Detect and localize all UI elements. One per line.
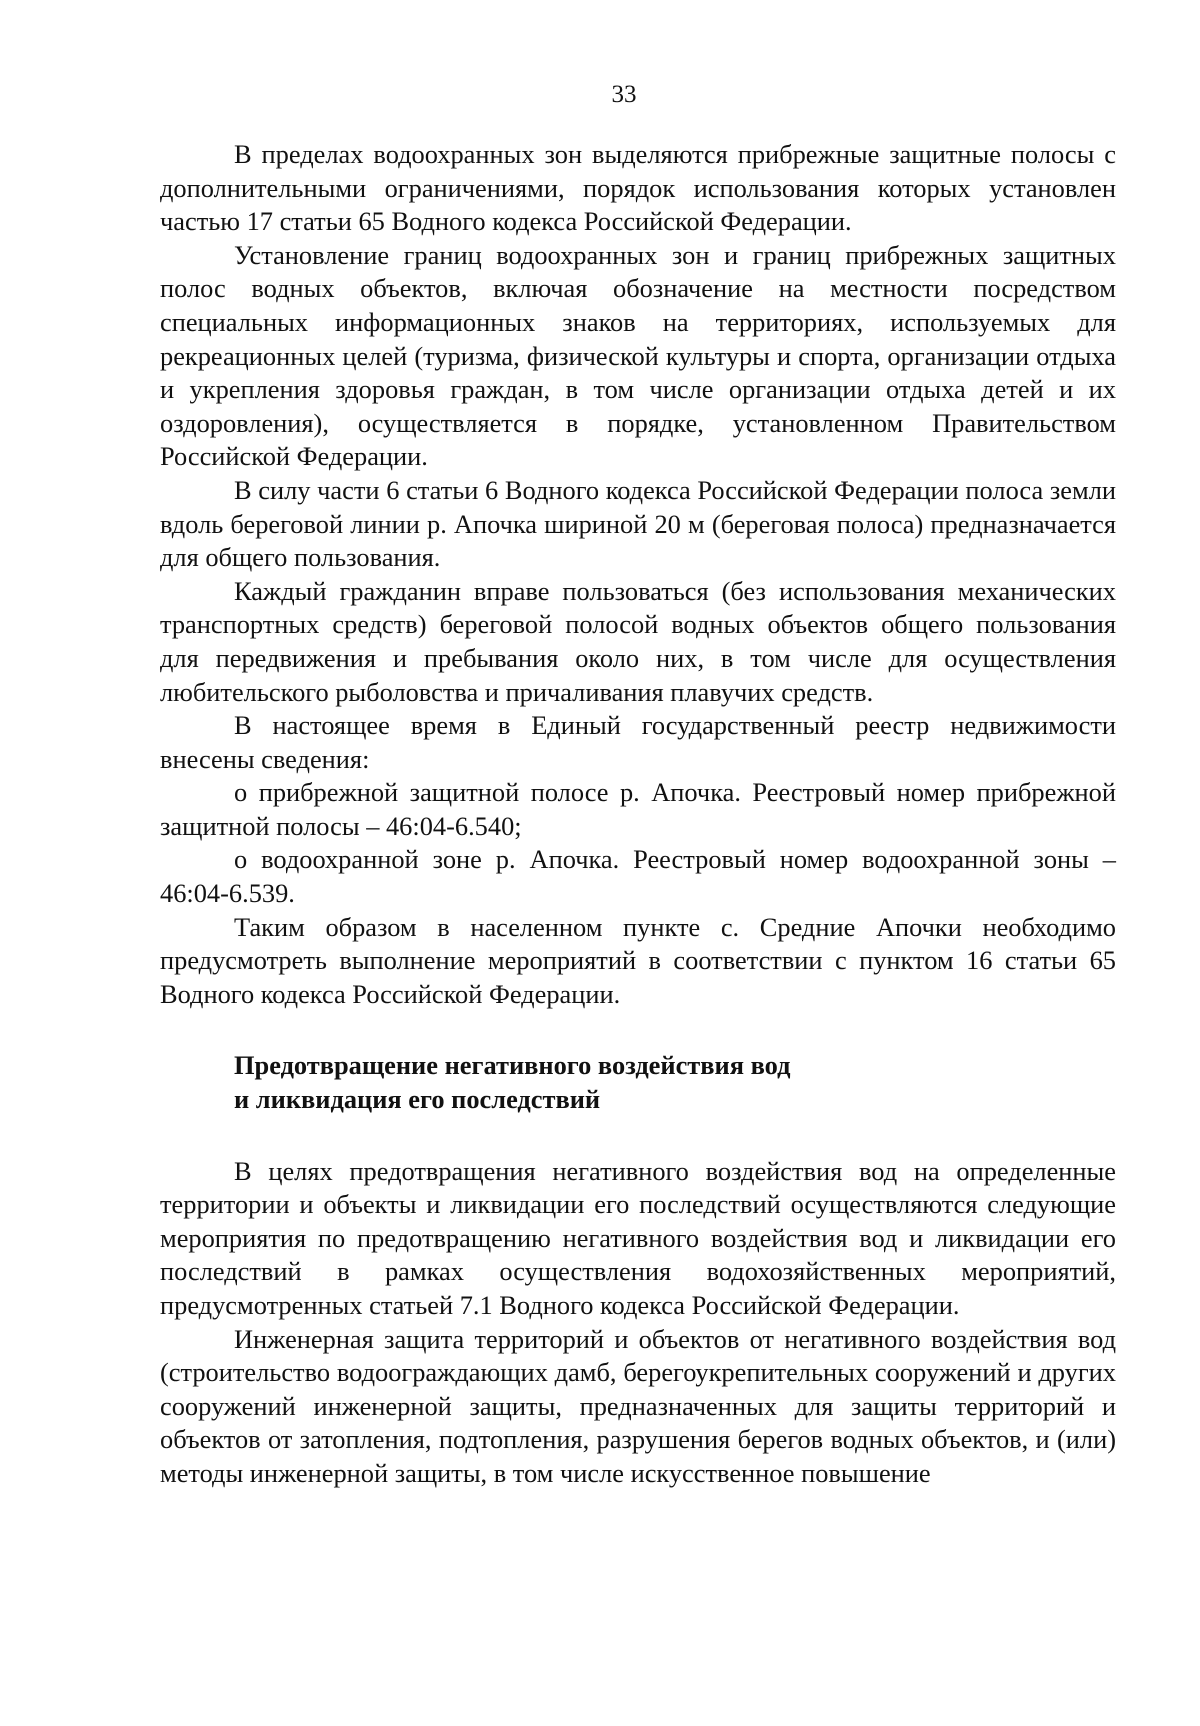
paragraph: Установление границ водоохранных зон и границ прибрежных защитных полос водных объектов, включая обозначение на местности посредством специальных информационных знаков на территориях, используемых для рекреационных целей (туризма, физической культуры и спорта, организации отдыха и укрепления здоровья граждан, в том числе организации отдыха детей и их оздоровления), осуществляется в порядке, установленном Правительством Российской Федерации. [160, 239, 1116, 472]
paragraph: В настоящее время в Единый государственный реестр недвижимости внесены сведения: [160, 710, 1116, 774]
section-heading-line: Предотвращение негативного воздействия вод [234, 1050, 791, 1081]
paragraph: о прибрежной защитной полосе р. Апочка. Реестровый номер прибрежной защитной полосы – 46:04-6.540; [160, 777, 1116, 841]
paragraph: В пределах водоохранных зон выделяются прибрежные защитные полосы с дополнительными ограничениями, порядок использования которых установлен частью 17 статьи 65 Водного кодекса Российской Федерации. [160, 139, 1116, 237]
paragraph: Таким образом в населенном пункте с. Средние Апочки необходимо предусмотреть выполнение мероприятий в соответствии с пунктом 16 статьи 65 Водного кодекса Российской Федерации. [160, 911, 1116, 1009]
page-number: 33 [611, 81, 637, 108]
section-heading [160, 1049, 1116, 1116]
paragraph: В целях предотвращения негативного воздействия вод на определенные территории и объекты и ликвидации его последствий осуществляются следующие мероприятия по предотвращению негативного воздействия вод и ликвидации его последствий в рамках осуществления водохозяйственных мероприятий, предусмотренных статьей 7.1 Водного кодекса Российской Федерации. [160, 1155, 1116, 1320]
paragraph: В силу части 6 статьи 6 Водного кодекса Российской Федерации полоса земли вдоль береговой линии р. Апочка шириной 20 м (береговая полоса) предназначается для общего пользования. [160, 474, 1116, 573]
paragraph: Каждый гражданин вправе пользоваться (без использования механических транспортных средств) береговой полосой водных объектов общего пользования для передвижения и пребывания около них, в том числе для осуществления любительского рыболовства и причаливания плавучих средств. [160, 575, 1116, 707]
section-heading-line: и ликвидация его последствий [234, 1084, 601, 1115]
paragraph: о водоохранной зоне р. Апочка. Реестровый номер водоохранной зоны – 46:04-6.539. [160, 844, 1116, 909]
paragraph: Инженерная защита территорий и объектов от негативного воздействия вод (строительство водоограждающих дамб, берегоукрепительных сооружений и других сооружений инженерной защиты, предназначенных для защиты территорий и объектов от затопления, подтопления, разрушения берегов водных объектов, и (или) методы инженерной защиты, в том числе искусственное повышение [160, 1323, 1116, 1488]
document-body [160, 138, 1116, 1491]
